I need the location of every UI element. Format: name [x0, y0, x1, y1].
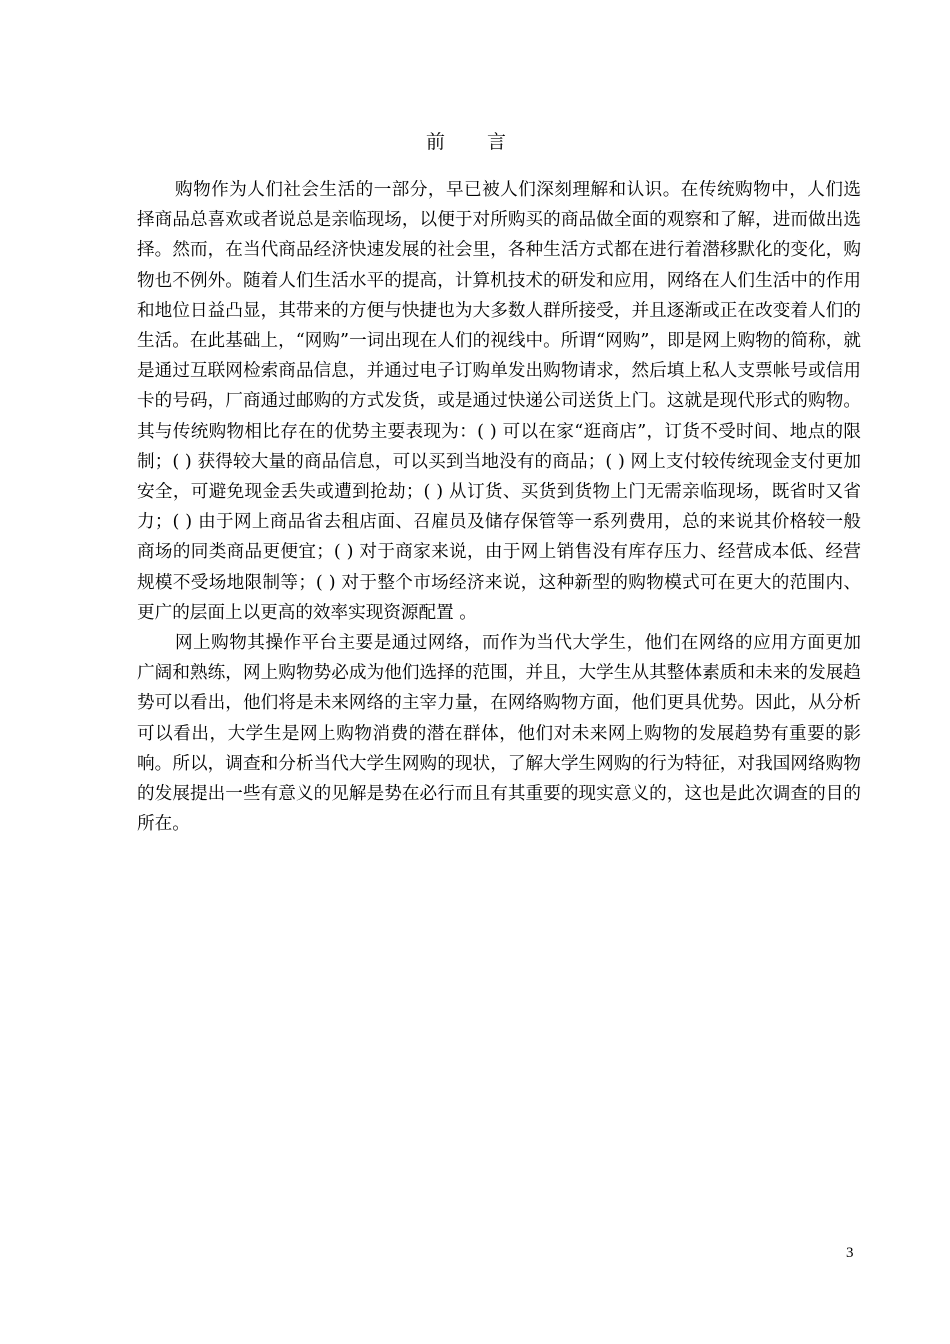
body-text [137, 175, 861, 839]
paragraph-2: 网上购物其操作平台主要是通过网络，而作为当代大学生，他们在网络的应用方面更加广阔和熟练，网上购物势必成为他们选择的范围，并且，大学生从其整体素质和未来的发展趋势可以看出，他们将是未来网络的主宰力量，在网络购物方面，他们更具优势。因此，从分析可以看出，大学生是网上购物消费的潜在群体，他们对未来网上购物的发展趋势有重要的影响。所以，调查和分析当代大学生网购的现状，了解大学生网购的行为特征，对我国网络购物的发展提出一些有意义的见解是势在必行而且有其重要的现实意义的，这也是此次调查的目的所在。 [137, 633, 861, 835]
page-number: 3 [846, 1245, 854, 1261]
paragraph-1: 购物作为人们社会生活的一部分，早已被人们深刻理解和认识。在传统购物中，人们选择商品总喜欢或者说总是亲临现场，以便于对所购买的商品做全面的观察和了解，进而做出选择。然而，在当代商品经济快速发展的社会里，各种生活方式都在进行着潜移默化的变化，购物也不例外。随着人们生活水平的提高，计算机技术的研发和应用，网络在人们生活中的作用和地位日益凸显，其带来的方便与快捷也为大多数人群所接受，并且逐渐或正在改变着人们的生活。在此基础上，“网购”一词出现在人们的视线中。所谓“网购”，即是网上购物的简称，就是通过互联网检索商品信息，并通过电子订购单发出购物请求，然后填上私人支票帐号或信用卡的号码，厂商通过邮购的方式发货，或是通过快递公司送货上门。这就是现代形式的购物。其与传统购物相比存在的优势主要表现为：( ) 可以在家“逛商店”，订货不受时间、地点的限制；( ) 获得较大量的商品信息，可以买到当地没有的商品；( ) 网上支付较传统现金支付更加安全，可避免现金丢失或遭到抢劫；( ) 从订货、买货到货物上门无需亲临现场，既省时又省力；( ) 由于网上商品省去租店面、召雇员及储存保管等一系列费用，总的来说其价格较一般商场的同类商品更便宜；( ) 对于商家来说，由于网上销售没有库存压力、经营成本低、经营规模不受场地限制等；( ) 对于整个市场经济来说，这种新型的购物模式可在更大的范围内、更广的层面上以更高的效率实现资源配置 。 [137, 180, 861, 623]
page-title: 前 言 [425, 131, 525, 153]
